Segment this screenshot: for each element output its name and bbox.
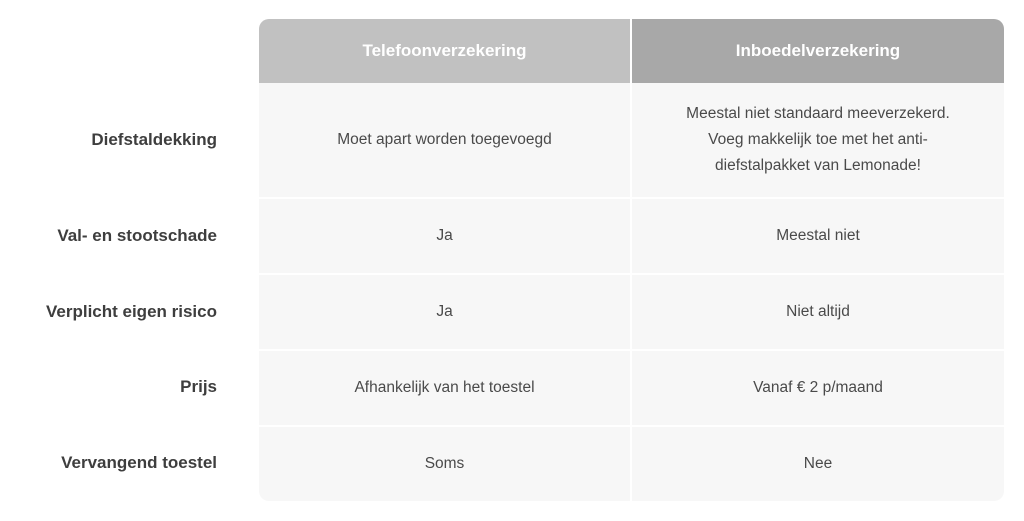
cell-diefstaldekking-inboedel-text: Meestal niet standaard meeverzekerd. Voeg makkelijk toe met het anti-diefstalpakket van Lemonade! xyxy=(686,105,950,174)
header-telefoonverzekering: Telefoonverzekering xyxy=(259,19,630,83)
cell-prijs-inboedel: Vanaf € 2 p/maand xyxy=(753,379,883,396)
comparison-table xyxy=(259,19,1004,501)
cell-verplicht-eigen-risico-telefoon: Ja xyxy=(436,303,453,320)
cell-verplicht-eigen-risico-inboedel: Niet altijd xyxy=(786,303,850,320)
cell-val-en-stootschade-inboedel: Meestal niet xyxy=(776,227,860,244)
row-label-diefstaldekking: Diefstaldekking xyxy=(91,130,217,149)
cell-prijs-telefoon: Afhankelijk van het toestel xyxy=(354,379,535,396)
cell-val-en-stootschade-telefoon: Ja xyxy=(436,227,453,244)
header-inboedelverzekering: Inboedelverzekering xyxy=(632,19,1004,83)
cell-diefstaldekking-telefoon: Moet apart worden toegevoegd xyxy=(337,131,552,148)
cell-vervangend-toestel-telefoon: Soms xyxy=(424,455,465,472)
row-label-prijs: Prijs xyxy=(180,377,217,396)
cell-vervangend-toestel-inboedel: Nee xyxy=(803,455,833,472)
row-label-val-en-stootschade: Val- en stootschade xyxy=(57,226,217,245)
row-label-vervangend-toestel: Vervangend toestel xyxy=(61,453,217,472)
cell-diefstaldekking-inboedel xyxy=(632,83,1004,197)
row-label-verplicht-eigen-risico: Verplicht eigen risico xyxy=(45,302,217,321)
